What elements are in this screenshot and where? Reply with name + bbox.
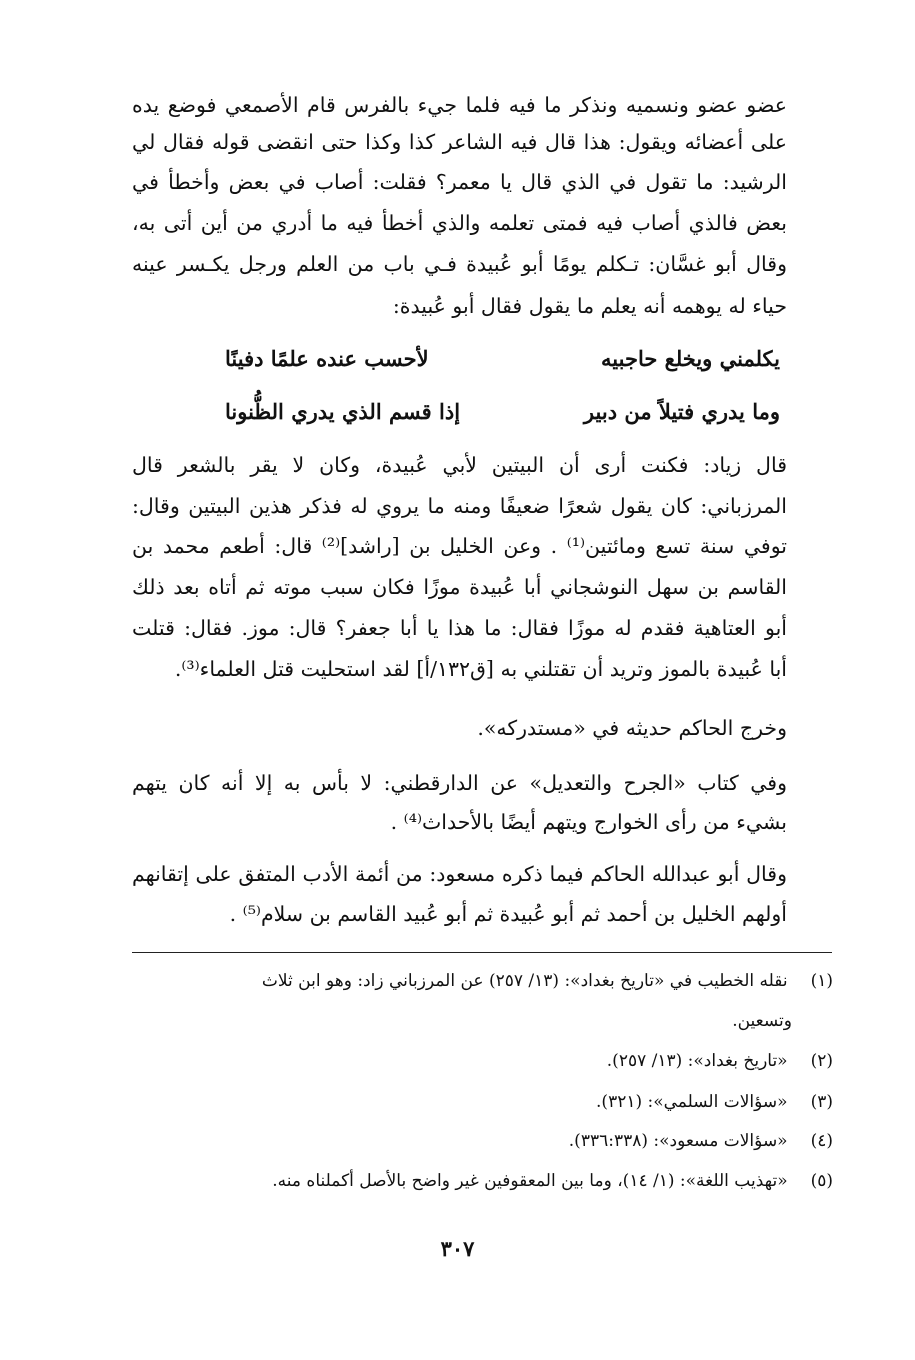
paragraph-hakim: وخرج الحاكم حديثه في «مستدركه».: [477, 716, 787, 740]
footnote-text: نقله الخطيب في «تاريخ بغداد»: (١٣/ ٢٥٧) عن المرزباني زاد: وهو ابن ثلاث: [261, 971, 788, 991]
body-line: أبو العتاهية فقدم له موزًا فقال: ما هذا يا أبا جعفر؟ قال: موز. فقال: قتلت: [132, 616, 787, 640]
body-line: قال زياد: فكنت أرى أن البيتين لأبي عُبيدة، وكان لا يقر بالشعر قال: [132, 453, 787, 477]
footnote-number: (٢): [810, 1051, 833, 1071]
body-line: وقال أبو عبدالله الحاكم فيما ذكره مسعود: من أئمة الأدب المتفق على إتقانهم: [132, 862, 787, 886]
body-line: أولهم الخليل بن أحمد ثم أبو عُبيدة ثم أبو عُبيد القاسم بن سلام⁽⁵⁾ .: [229, 902, 787, 926]
body-line: المرزباني: كان يقول شعرًا ضعيفًا ومنه ما يروي له فذكر هذين البيتين وقال:: [132, 494, 787, 518]
footnote-number: (٥): [810, 1171, 833, 1191]
body-line: توفي سنة تسع ومائتين⁽¹⁾ . وعن الخليل بن [راشد]⁽²⁾ قال: أطعم محمد بن: [132, 534, 787, 558]
verse-1-first-hemistich: يكلمني ويخلع حاجبيه: [601, 346, 780, 371]
footnote-text: «تهذيب اللغة»: (١/ ١٤)، وما بين المعقوفين غير واضح بالأصل أكملناه منه.: [272, 1171, 788, 1191]
body-line: عضو عضو ونسميه ونذكر ما فيه فلما جيء بالفرس قام الأصمعي فوضع يده: [132, 93, 787, 117]
footnote-text: «سؤالات مسعود»: (٣٣٦:٣٣٨).: [568, 1131, 788, 1151]
footnote-text: «تاريخ بغداد»: (١٣/ ٢٥٧).: [606, 1051, 788, 1071]
page-number: ٣٠٧: [440, 1236, 475, 1261]
footnote-4: [132, 1126, 833, 1156]
body-line: وقال أبو غسَّان: تـكلم يومًا أبو عُبيدة فـي باب من العلم ورجل يكـسر عينه: [132, 252, 787, 276]
footnote-5: [132, 1166, 833, 1196]
verse-1-second-hemistich: لأحسب عنده علمًا دفينًا: [225, 346, 429, 371]
footnote-1-continuation: وتسعين.: [732, 1011, 792, 1031]
footnote-number: (٤): [810, 1131, 833, 1151]
body-line: بعض فالذي أصاب فيه فمتى تعلمه والذي أخطأ فيه ما أدري من أين أتى به،: [132, 211, 787, 235]
body-line: أبا عُبيدة بالموز وتريد أن تقتلني به [ق١٣٢/أ] لقد استحليت قتل العلماء⁽³⁾.: [174, 657, 787, 681]
footnote-3: [132, 1087, 833, 1117]
body-line: القاسم بن سهل النوشجاني أبا عُبيدة موزًا فكان سبب موته ثم أتاه بعد ذلك: [132, 575, 787, 599]
footnote-number: (١): [810, 971, 833, 991]
body-line: على أعضائه ويقول: هذا قال فيه الشاعر كذا وكذا حتى انقضى قوله فقال لي: [132, 130, 787, 154]
footnote-2: [132, 1046, 833, 1076]
footnote-1: [132, 966, 833, 996]
body-line: وفي كتاب «الجرح والتعديل» عن الدارقطني: لا بأس به إلا أنه كان يتهم: [132, 771, 787, 795]
footnote-text: «سؤالات السلمي»: (٣٢١).: [596, 1092, 788, 1112]
verse-2-second-hemistich: إذا قسم الذي يدري الظُّنونا: [225, 399, 461, 424]
verse-2-first-hemistich: وما يدري فتيلاً من دبير: [583, 399, 780, 424]
footnote-separator: [132, 952, 832, 953]
body-line: الرشيد: ما تقول في الذي قال يا معمر؟ فقلت: أصاب في بعض وأخطأ في: [132, 170, 787, 194]
body-line: بشيء من رأى الخوارج ويتهم أيضًا بالأحداث⁽⁴⁾ .: [390, 810, 787, 834]
body-line: حياء له يوهمه أنه يعلم ما يقول فقال أبو عُبيدة:: [392, 294, 787, 318]
footnote-number: (٣): [810, 1092, 833, 1112]
